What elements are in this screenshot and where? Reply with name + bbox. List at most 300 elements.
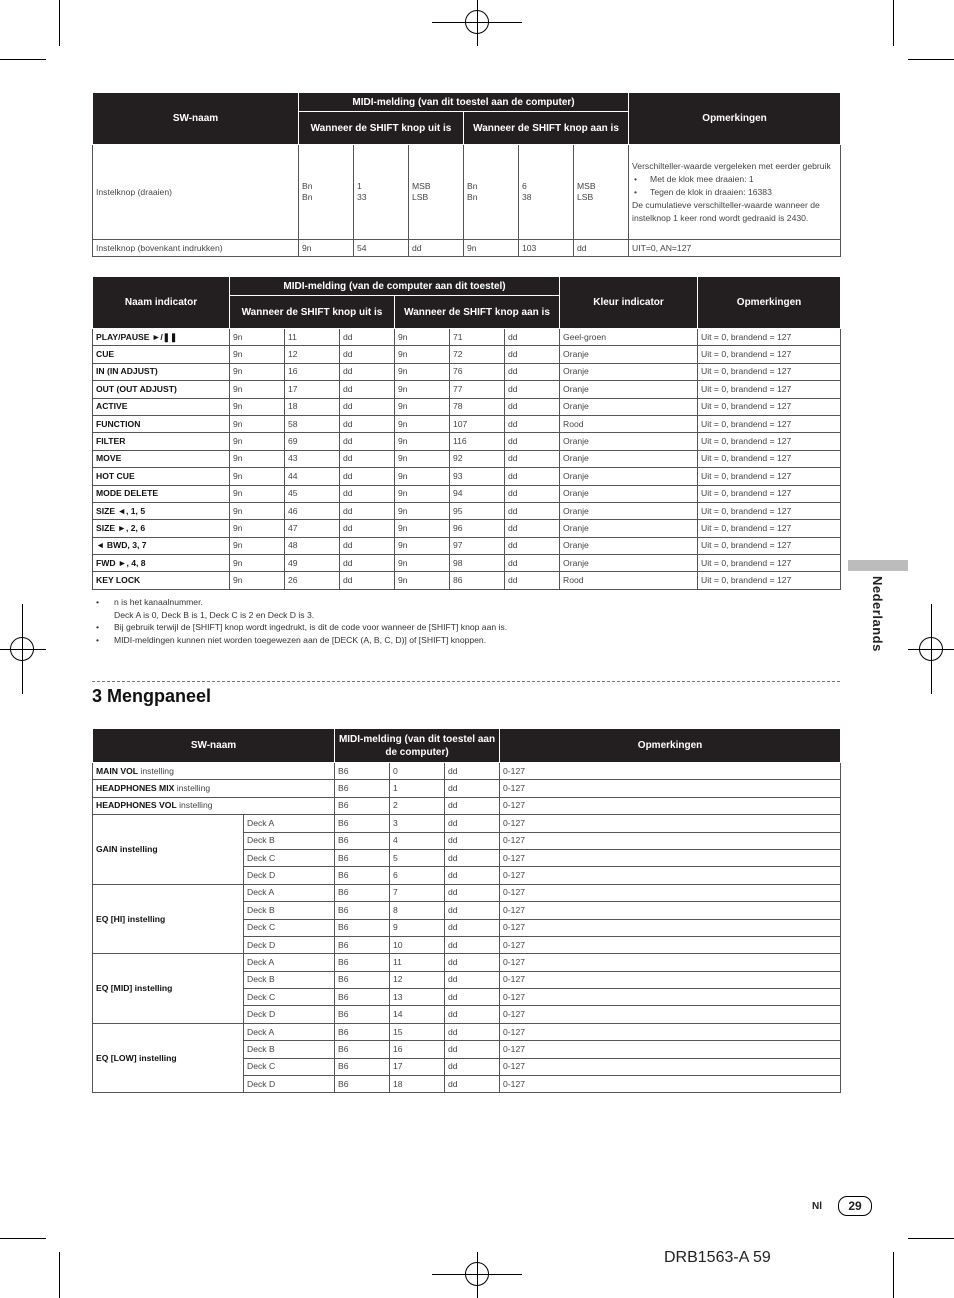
cell: Geel-groen [560, 329, 698, 346]
cell: dd [445, 1023, 500, 1040]
table-row [93, 537, 841, 554]
cell: dd [505, 398, 560, 415]
cell: Uit = 0, brandend = 127 [698, 468, 841, 485]
cell: 8 [390, 902, 445, 919]
cell: 9n [230, 555, 285, 572]
cell: dd [505, 502, 560, 519]
cell: dd [445, 1058, 500, 1075]
indicator-name: ◄ BWD, 3, 7 [93, 537, 230, 554]
header-shift-on: Wanneer de SHIFT knop aan is [464, 112, 629, 145]
cell: Uit = 0, brandend = 127 [698, 485, 841, 502]
table-row [93, 572, 841, 589]
cell: 107 [450, 415, 505, 432]
cell: dd [340, 346, 395, 363]
cell: 9n [230, 381, 285, 398]
header-sw-name: SW-naam [93, 93, 299, 145]
cell: dd [445, 797, 500, 814]
cell: 0-127 [500, 1058, 841, 1075]
table-row [93, 1023, 841, 1040]
cell: 16 [390, 1041, 445, 1058]
cell: 49 [285, 555, 340, 572]
cell: 9n [230, 346, 285, 363]
table-row [93, 329, 841, 346]
cell: Deck D [244, 867, 335, 884]
cell: Uit = 0, brandend = 127 [698, 346, 841, 363]
cell: 13 [390, 989, 445, 1006]
cell: 43 [285, 450, 340, 467]
cell: dd [505, 485, 560, 502]
footnotes [96, 596, 507, 646]
table-row [93, 415, 841, 432]
cell: 9n [230, 433, 285, 450]
cell: B6 [335, 867, 390, 884]
header-indicator-name: Naam indicator [93, 277, 230, 329]
header-midi: MIDI-melding (van de computer aan dit toestel) [230, 277, 560, 296]
indicator-name: FWD ►, 4, 8 [93, 555, 230, 572]
group-label: EQ [HI] instelling [93, 884, 244, 954]
cell: 9n [395, 329, 450, 346]
cell: 44 [285, 468, 340, 485]
cell: dd [340, 485, 395, 502]
cell: 9n [230, 415, 285, 432]
cell: 58 [285, 415, 340, 432]
table-row [93, 780, 841, 797]
crop-mark [893, 1252, 894, 1298]
cell: 72 [450, 346, 505, 363]
table-row [93, 240, 841, 257]
cell: 95 [450, 502, 505, 519]
cell: MSB LSB [409, 145, 464, 240]
cell: dd [505, 572, 560, 589]
cell: 9n [230, 537, 285, 554]
cell: 11 [390, 954, 445, 971]
cell: Oranje [560, 537, 698, 554]
cell: dd [340, 555, 395, 572]
cell: dd [445, 971, 500, 988]
table-row [93, 485, 841, 502]
cell: B6 [335, 849, 390, 866]
setting-name [93, 797, 335, 814]
cell: 0-127 [500, 797, 841, 814]
table-row [93, 502, 841, 519]
cell: B6 [335, 902, 390, 919]
cell: 54 [354, 240, 409, 257]
cell: 93 [450, 468, 505, 485]
cell: Deck B [244, 971, 335, 988]
setting-name-rest: instelling [174, 783, 211, 794]
cell: B6 [335, 1058, 390, 1075]
cell: dd [340, 537, 395, 554]
indicator-name: MODE DELETE [93, 485, 230, 502]
cell: dd [445, 954, 500, 971]
cell: dd [340, 381, 395, 398]
cell: Deck C [244, 989, 335, 1006]
table-row [93, 468, 841, 485]
cell: 9n [395, 450, 450, 467]
cell: 3 [390, 815, 445, 832]
cell: 9n [395, 415, 450, 432]
cell: 17 [285, 381, 340, 398]
indicator-name: KEY LOCK [93, 572, 230, 589]
cell: dd [505, 520, 560, 537]
cell: Uit = 0, brandend = 127 [698, 502, 841, 519]
cell: 47 [285, 520, 340, 537]
cell: 0-127 [500, 1006, 841, 1023]
cell: dd [505, 555, 560, 572]
cell: Uit = 0, brandend = 127 [698, 555, 841, 572]
cell: Deck B [244, 1041, 335, 1058]
cell: Deck D [244, 1006, 335, 1023]
cell: dd [505, 433, 560, 450]
cell: B6 [335, 1006, 390, 1023]
cell: Rood [560, 572, 698, 589]
cell: dd [340, 502, 395, 519]
crop-mark [0, 59, 46, 60]
cell: 9n [230, 450, 285, 467]
cell: 9n [395, 555, 450, 572]
cell: 26 [285, 572, 340, 589]
cell: Deck A [244, 884, 335, 901]
cell: B6 [335, 971, 390, 988]
cell: B6 [335, 815, 390, 832]
cell: 18 [390, 1076, 445, 1093]
cell: 0-127 [500, 936, 841, 953]
crop-mark [59, 1252, 60, 1298]
cell: dd [445, 815, 500, 832]
cell: 97 [450, 537, 505, 554]
indicator-name: OUT (OUT ADJUST) [93, 381, 230, 398]
cell: 48 [285, 537, 340, 554]
cell: Uit = 0, brandend = 127 [698, 329, 841, 346]
cell: 9n [395, 537, 450, 554]
cell: 9n [230, 363, 285, 380]
cell: 96 [450, 520, 505, 537]
cell: 11 [285, 329, 340, 346]
header-midi: MIDI-melding (van dit toestel aan de computer) [335, 729, 500, 763]
cell: 9n [464, 240, 519, 257]
cell: dd [505, 363, 560, 380]
table-row [93, 363, 841, 380]
cell: MSB LSB [574, 145, 629, 240]
cell: 9n [395, 502, 450, 519]
cell: dd [445, 989, 500, 1006]
cell: Deck A [244, 815, 335, 832]
indicator-table [92, 276, 841, 590]
cell: 0-127 [500, 867, 841, 884]
cell: 103 [519, 240, 574, 257]
cell: B6 [335, 919, 390, 936]
table-row [93, 954, 841, 971]
cell: dd [340, 468, 395, 485]
cell: 9n [230, 520, 285, 537]
cell: Uit = 0, brandend = 127 [698, 381, 841, 398]
cell: Uit = 0, brandend = 127 [698, 450, 841, 467]
crop-mark [0, 1238, 46, 1239]
cell: 9n [230, 398, 285, 415]
cell: Deck D [244, 1076, 335, 1093]
table-row [93, 884, 841, 901]
cell: dd [505, 415, 560, 432]
cell: dd [340, 363, 395, 380]
setting-name-bold: HEADPHONES MIX [96, 783, 175, 794]
table-row [93, 398, 841, 415]
table-row [93, 797, 841, 814]
table-row [93, 520, 841, 537]
indicator-name: ACTIVE [93, 398, 230, 415]
cell: B6 [335, 763, 390, 780]
remark-cell: Verschilteller-waarde vergeleken met eerder gebruik • Met de klok mee draaien: 1 • Tegen de klok in draaien: 16383 De cumulatieve verschilteller-waarde wanneer de instelknop 1 keer rond wordt gedraaid is 2430. [629, 145, 841, 240]
cell: Uit = 0, brandend = 127 [698, 520, 841, 537]
section-title: 3 Mengpaneel [92, 686, 212, 706]
cell: Oranje [560, 346, 698, 363]
cell: 16 [285, 363, 340, 380]
cell: 0-127 [500, 1041, 841, 1058]
cell: 71 [450, 329, 505, 346]
cell: dd [445, 936, 500, 953]
cell: dd [340, 433, 395, 450]
cell: 10 [390, 936, 445, 953]
table-row [93, 433, 841, 450]
cell: dd [340, 415, 395, 432]
cell: B6 [335, 936, 390, 953]
table-row [93, 145, 841, 240]
cell: Deck A [244, 1023, 335, 1040]
table-row [93, 763, 841, 780]
cell: 9n [230, 502, 285, 519]
cell: dd [445, 902, 500, 919]
cell: 9n [395, 346, 450, 363]
indicator-name: FUNCTION [93, 415, 230, 432]
cell: dd [505, 329, 560, 346]
header-shift-on: Wanneer de SHIFT knop aan is [395, 296, 560, 329]
cell: 78 [450, 398, 505, 415]
cell: dd [505, 468, 560, 485]
cell: 5 [390, 849, 445, 866]
cell: 9n [395, 468, 450, 485]
group-label: EQ [MID] instelling [93, 954, 244, 1024]
cell: 6 [390, 867, 445, 884]
cell: 2 [390, 797, 445, 814]
page-number: 29 [838, 1196, 872, 1216]
cell: Uit = 0, brandend = 127 [698, 415, 841, 432]
cell: B6 [335, 1076, 390, 1093]
cell: 0-127 [500, 919, 841, 936]
cell: 15 [390, 1023, 445, 1040]
header-remarks: Opmerkingen [500, 729, 841, 763]
setting-name-bold: HEADPHONES VOL [96, 800, 177, 811]
note-item: • n is het kanaalnummer. [96, 597, 203, 607]
cell: Oranje [560, 485, 698, 502]
cell: Uit = 0, brandend = 127 [698, 363, 841, 380]
cell: dd [340, 450, 395, 467]
indicator-name: PLAY/PAUSE ►/❚❚ [93, 329, 230, 346]
header-sw-name: SW-naam [93, 729, 335, 763]
cell: Oranje [560, 450, 698, 467]
header-shift-off: Wanneer de SHIFT knop uit is [230, 296, 395, 329]
cell: Deck C [244, 849, 335, 866]
language-label: Nederlands [870, 576, 885, 652]
cell: Uit = 0, brandend = 127 [698, 398, 841, 415]
cell: B6 [335, 1023, 390, 1040]
cell: dd [340, 572, 395, 589]
page-language: Nl [812, 1201, 822, 1212]
midi-table-instelknop [92, 92, 841, 257]
crop-mark [59, 0, 60, 46]
note-item: • Bij gebruik terwijl de [SHIFT] knop wordt ingedrukt, is dit de code voor wanneer de [SHIFT] knop aan is. [96, 622, 508, 632]
cell: 0-127 [500, 954, 841, 971]
document-id: DRB1563-A 59 [664, 1249, 771, 1266]
indicator-name: SIZE ►, 2, 6 [93, 520, 230, 537]
cell: Deck B [244, 902, 335, 919]
cell: 9n [395, 363, 450, 380]
crop-mark [908, 1238, 954, 1239]
cell: Deck C [244, 919, 335, 936]
indicator-name: MOVE [93, 450, 230, 467]
cell: Deck C [244, 1058, 335, 1075]
cell: dd [505, 346, 560, 363]
cell: dd [445, 1041, 500, 1058]
indicator-name: SIZE ◄, 1, 5 [93, 502, 230, 519]
cell: 69 [285, 433, 340, 450]
language-tab [848, 560, 908, 571]
section-divider [92, 681, 840, 682]
cell: 0-127 [500, 989, 841, 1006]
cell: Oranje [560, 502, 698, 519]
cell: B6 [335, 780, 390, 797]
cell: 0-127 [500, 971, 841, 988]
cell: B6 [335, 832, 390, 849]
header-shift-off: Wanneer de SHIFT knop uit is [299, 112, 464, 145]
cell: 9n [395, 485, 450, 502]
note-item: • MIDI-meldingen kunnen niet worden toegewezen aan de [DECK (A, B, C, D)] of [SHIFT] knoppen. [96, 634, 487, 645]
registration-circle [465, 10, 489, 34]
cell: dd [340, 520, 395, 537]
row-name: Instelknop (draaien) [93, 145, 299, 240]
cell: Deck B [244, 832, 335, 849]
setting-name-bold: MAIN VOL [96, 765, 139, 776]
cell: 1 [390, 780, 445, 797]
cell: dd [445, 1076, 500, 1093]
cell: dd [574, 240, 629, 257]
cell: dd [505, 381, 560, 398]
cell: B6 [335, 1041, 390, 1058]
header-remarks: Opmerkingen [629, 93, 841, 145]
cell: Deck A [244, 954, 335, 971]
cell: B6 [335, 954, 390, 971]
cell: 9n [230, 468, 285, 485]
cell: B6 [335, 989, 390, 1006]
cell: 17 [390, 1058, 445, 1075]
cell: 12 [390, 971, 445, 988]
cell: 9n [299, 240, 354, 257]
registration-circle [10, 637, 34, 661]
crop-mark [893, 0, 894, 46]
cell: dd [445, 884, 500, 901]
cell: 6 38 [519, 145, 574, 240]
cell: Bn Bn [299, 145, 354, 240]
cell: dd [409, 240, 464, 257]
cell: dd [340, 398, 395, 415]
cell: dd [505, 537, 560, 554]
cell: 12 [285, 346, 340, 363]
cell: 9n [395, 433, 450, 450]
cell: 9n [395, 398, 450, 415]
cell: 0-127 [500, 849, 841, 866]
cell: Oranje [560, 433, 698, 450]
cell: 0-127 [500, 1023, 841, 1040]
table-row [93, 555, 841, 572]
row-name: Instelknop (bovenkant indrukken) [93, 240, 299, 257]
cell: dd [445, 849, 500, 866]
table-row [93, 346, 841, 363]
cell: 0-127 [500, 884, 841, 901]
registration-circle [919, 637, 943, 661]
cell: dd [445, 919, 500, 936]
indicator-name: IN (IN ADJUST) [93, 363, 230, 380]
cell: 9n [230, 572, 285, 589]
cell: 9n [395, 572, 450, 589]
cell: 9n [230, 329, 285, 346]
cell: 9n [230, 485, 285, 502]
cell: Oranje [560, 468, 698, 485]
cell: B6 [335, 797, 390, 814]
cell: 98 [450, 555, 505, 572]
cell: 14 [390, 1006, 445, 1023]
setting-name [93, 763, 335, 780]
cell: Oranje [560, 520, 698, 537]
cell: Oranje [560, 555, 698, 572]
table-row [93, 815, 841, 832]
cell: 46 [285, 502, 340, 519]
mixer-table [92, 728, 841, 1093]
cell: Oranje [560, 363, 698, 380]
header-color: Kleur indicator [560, 277, 698, 329]
cell: Uit = 0, brandend = 127 [698, 572, 841, 589]
cell: dd [445, 832, 500, 849]
indicator-name: CUE [93, 346, 230, 363]
cell: dd [445, 780, 500, 797]
indicator-name: HOT CUE [93, 468, 230, 485]
cell: 9n [395, 381, 450, 398]
indicator-name: FILTER [93, 433, 230, 450]
cell: 9 [390, 919, 445, 936]
cell: Uit = 0, brandend = 127 [698, 537, 841, 554]
remark-cell: UIT=0, AN=127 [629, 240, 841, 257]
cell: 116 [450, 433, 505, 450]
cell: 0-127 [500, 1076, 841, 1093]
cell: Rood [560, 415, 698, 432]
cell: dd [505, 450, 560, 467]
cell: dd [445, 1006, 500, 1023]
cell: dd [445, 867, 500, 884]
setting-name-rest: instelling [176, 800, 213, 811]
cell: 0-127 [500, 902, 841, 919]
cell: Uit = 0, brandend = 127 [698, 433, 841, 450]
cell: 18 [285, 398, 340, 415]
cell: 0-127 [500, 815, 841, 832]
note-item: Deck A is 0, Deck B is 1, Deck C is 2 en Deck D is 3. [114, 609, 315, 620]
cell: 0-127 [500, 763, 841, 780]
cell: 45 [285, 485, 340, 502]
group-label: EQ [LOW] instelling [93, 1023, 244, 1093]
table-row [93, 450, 841, 467]
cell: 0-127 [500, 780, 841, 797]
cell: 0 [390, 763, 445, 780]
table-row [93, 381, 841, 398]
cell: Bn Bn [464, 145, 519, 240]
header-midi: MIDI-melding (van dit toestel aan de computer) [299, 93, 629, 112]
cell: 77 [450, 381, 505, 398]
